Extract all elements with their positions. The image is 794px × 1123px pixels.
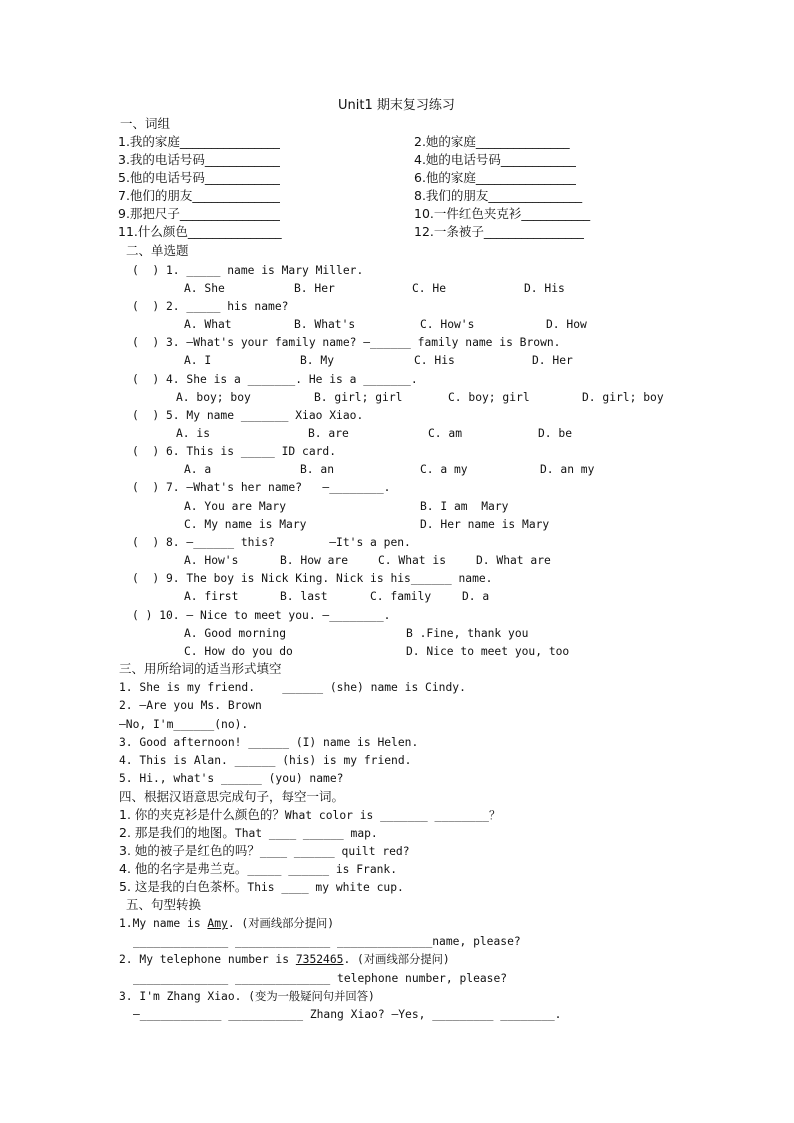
option: A. first bbox=[184, 590, 239, 603]
option: A. What bbox=[184, 318, 232, 331]
fill-line: —No, I'm______(no). bbox=[119, 718, 249, 731]
section-heading-choice: 二、单选题 bbox=[126, 243, 189, 258]
option: D. How bbox=[546, 318, 587, 331]
fill-line: 3. Good afternoon! ______ (I) name is Helen. bbox=[119, 736, 419, 749]
option: D. His bbox=[524, 282, 565, 295]
phrase-item: 5.他的电话号码____________ bbox=[118, 170, 280, 185]
translation-en: _____ ______ is Frank. bbox=[247, 863, 398, 876]
translation-cn: 2. 那是我们的地图。 bbox=[119, 825, 235, 840]
phrase-item: 11.什么颜色_______________ bbox=[118, 224, 282, 239]
option: D. Nice to meet you, too bbox=[406, 645, 570, 658]
transform-item: 3. I'm Zhang Xiao. (变为一般疑问句并回答) bbox=[119, 990, 375, 1003]
translation-item bbox=[119, 878, 404, 896]
question-stem: ( ) 6. This is _____ ID card. bbox=[132, 445, 337, 458]
question-stem: ( ) 3. —What's your family name? —______ family name is Brown. bbox=[132, 336, 561, 349]
translation-en: What color is _______ ________？ bbox=[284, 809, 501, 822]
answer-line: —____________ ___________ Zhang Xiao? —Yes, _________ ________. bbox=[133, 1008, 562, 1021]
translation-cn: 1. 你的夹克衫是什么颜色的？ bbox=[119, 807, 285, 822]
phrase-item: 4.她的电话号码____________ bbox=[414, 152, 576, 167]
option: D. an my bbox=[540, 463, 595, 476]
option: D. a bbox=[462, 590, 490, 603]
question-stem: ( ) 4. She is a _______. He is a _______. bbox=[132, 373, 418, 386]
question-stem: ( ) 5. My name _______ Xiao Xiao. bbox=[132, 409, 364, 422]
option: B. last bbox=[280, 590, 328, 603]
option: B. are bbox=[308, 427, 349, 440]
answer-line: ______________ ______________ telephone number, please? bbox=[133, 972, 508, 985]
option: D. What are bbox=[476, 554, 551, 567]
option: C. What is bbox=[378, 554, 447, 567]
option: C. a my bbox=[420, 463, 468, 476]
option: D. girl; boy bbox=[582, 391, 664, 404]
fill-line: 4. This is Alan. ______ (his) is my friend. bbox=[119, 754, 412, 767]
option: C. How do you do bbox=[184, 645, 293, 658]
question-stem: ( ) 1. _____ name is Mary Miller. bbox=[132, 264, 364, 277]
transform-text: 2. My telephone number is bbox=[119, 953, 296, 966]
fill-line: 2. —Are you Ms. Brown bbox=[119, 699, 262, 712]
translation-item bbox=[119, 860, 397, 878]
option: C. am bbox=[428, 427, 463, 440]
option: C. His bbox=[414, 354, 455, 367]
translation-cn: 5. 这是我的白色茶杯。 bbox=[119, 879, 248, 894]
fill-line: 1. She is my friend. ______ (she) name is Cindy. bbox=[119, 681, 466, 694]
transform-item bbox=[119, 915, 334, 932]
option: B .Fine, thank you bbox=[406, 627, 529, 640]
fill-line: 5. Hi., what's ______ (you) name? bbox=[119, 772, 344, 785]
question-stem: ( ) 9. The boy is Nick King. Nick is his______ name. bbox=[132, 572, 493, 585]
transform-item bbox=[119, 951, 450, 968]
option: C. He bbox=[412, 282, 447, 295]
page-title: Unit1 期末复习练习 bbox=[338, 98, 455, 113]
option: C. boy; girl bbox=[448, 391, 530, 404]
transform-text: . (对画线部分提问) bbox=[227, 917, 335, 930]
translation-en: This ____ my white cup. bbox=[247, 881, 404, 894]
phrase-item: 7.他们的朋友______________ bbox=[118, 188, 280, 203]
transform-text: . (对画线部分提问) bbox=[343, 953, 450, 966]
question-stem: ( ) 2. _____ his name? bbox=[132, 300, 289, 313]
translation-en: ____ ______ quilt red? bbox=[259, 845, 410, 858]
option: C. My name is Mary bbox=[184, 518, 307, 531]
translation-item bbox=[119, 824, 378, 842]
translation-cn: 4. 他的名字是弗兰克。 bbox=[119, 861, 248, 876]
option: A. She bbox=[184, 282, 225, 295]
option: B. girl; girl bbox=[314, 391, 403, 404]
phrase-item: 9.那把尺子________________ bbox=[118, 206, 280, 221]
phrase-item: 6.他的家庭________________ bbox=[414, 170, 576, 185]
option: A. a bbox=[184, 463, 212, 476]
option: A. boy; boy bbox=[176, 391, 251, 404]
translation-cn: 3. 她的被子是红色的吗？ bbox=[119, 843, 260, 858]
option: C. How's bbox=[420, 318, 475, 331]
question-stem: ( ) 10. — Nice to meet you. —________. bbox=[132, 609, 391, 622]
question-stem: ( ) 7. —What's her name? —________. bbox=[132, 481, 391, 494]
option: B. Her bbox=[294, 282, 335, 295]
phrase-item: 10.一件红色夹克衫___________ bbox=[414, 206, 591, 221]
translation-en: That ____ ______ map. bbox=[234, 827, 378, 840]
phrase-item: 2.她的家庭_______________ bbox=[414, 134, 570, 149]
translation-item bbox=[119, 806, 500, 824]
phrase-item: 12.一条被子________________ bbox=[414, 224, 584, 239]
phrase-item: 3.我的电话号码____________ bbox=[118, 152, 280, 167]
option: A. is bbox=[176, 427, 211, 440]
translation-item bbox=[119, 842, 410, 860]
option: D. Her bbox=[532, 354, 573, 367]
section-heading-transform: 五、句型转换 bbox=[126, 897, 202, 912]
option: B. an bbox=[300, 463, 335, 476]
section-heading-phrases: 一、词组 bbox=[120, 116, 171, 131]
option: C. family bbox=[370, 590, 432, 603]
section-heading-word-forms: 三、用所给词的适当形式填空 bbox=[119, 661, 282, 676]
option: D. Her name is Mary bbox=[420, 518, 550, 531]
option: B. I am Mary bbox=[420, 500, 509, 513]
section-heading-translation: 四、根据汉语意思完成句子，每空一词。 bbox=[119, 789, 345, 804]
option: A. You are Mary bbox=[184, 500, 287, 513]
option: D. be bbox=[538, 427, 573, 440]
option: A. Good morning bbox=[184, 627, 287, 640]
answer-line: ______________ ______________ ______________name, please? bbox=[133, 935, 521, 948]
option: B. How are bbox=[280, 554, 349, 567]
option: B. My bbox=[300, 354, 335, 367]
underlined-word: Amy bbox=[207, 917, 228, 930]
phrase-item: 1.我的家庭________________ bbox=[118, 134, 280, 149]
option: B. What's bbox=[294, 318, 356, 331]
option: A. How's bbox=[184, 554, 239, 567]
question-stem: ( ) 8. —______ this? —It's a pen. bbox=[132, 536, 411, 549]
phrase-item: 8.我们的朋友_______________ bbox=[414, 188, 583, 203]
underlined-word: 7352465 bbox=[295, 953, 344, 966]
option: A. I bbox=[184, 354, 212, 367]
transform-text: 1.My name is bbox=[119, 917, 208, 930]
